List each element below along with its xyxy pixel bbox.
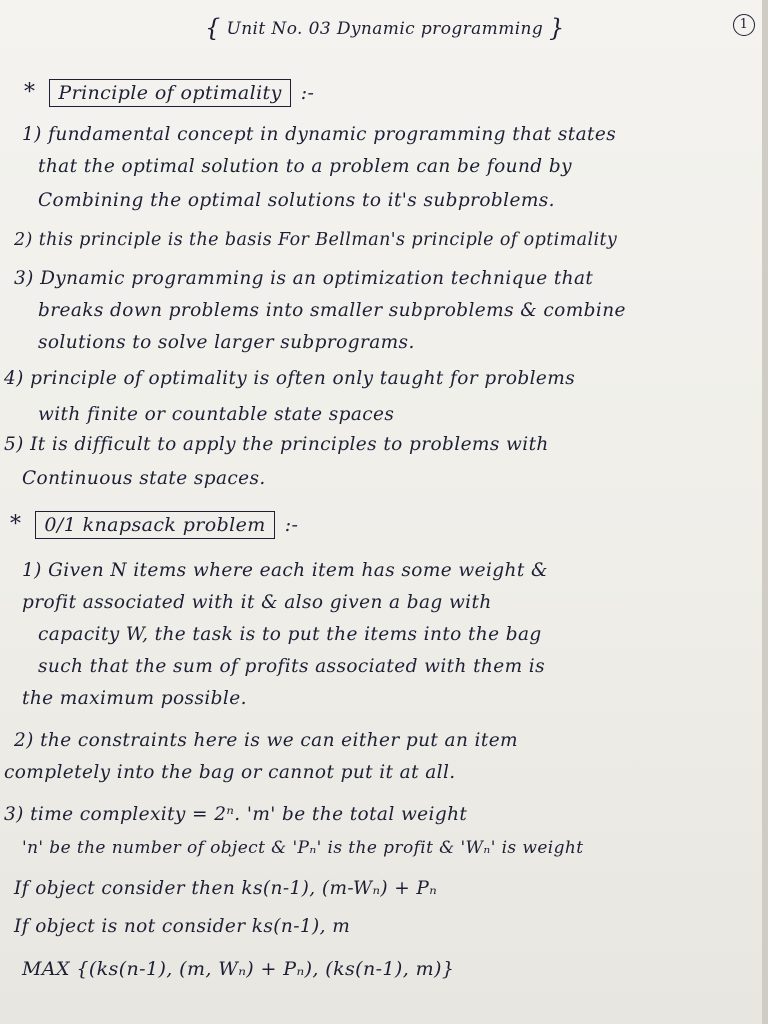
- heading-suffix: :-: [300, 82, 315, 104]
- text-line: Combining the optimal solutions to it's subproblems.: [38, 190, 555, 211]
- text-line: capacity W, the task is to put the items into the bag: [38, 624, 542, 645]
- text-line: 2) the constraints here is we can either put an item: [14, 730, 519, 751]
- text-line: breaks down problems into smaller subproblems & combine: [38, 300, 626, 321]
- text-line: the maximum possible.: [22, 688, 247, 709]
- page-edge-shadow: [762, 0, 768, 1024]
- text-line: that the optimal solution to a problem can be found by: [38, 156, 572, 177]
- header-open-brace: {: [205, 14, 221, 42]
- text-line: 3) Dynamic programming is an optimization technique that: [14, 268, 594, 289]
- heading-box: 0/1 knapsack problem: [35, 511, 274, 539]
- text-line: 1) Given N items where each item has some weight &: [22, 560, 548, 581]
- section-heading-principle: [24, 80, 314, 105]
- text-line: completely into the bag or cannot put it at all.: [4, 762, 456, 783]
- page-number: 1: [733, 14, 755, 36]
- text-line: profit associated with it & also given a bag with: [22, 592, 492, 613]
- text-line: with finite or countable state spaces: [38, 404, 395, 425]
- text-line: 4) principle of optimality is often only taught for problems: [4, 368, 576, 389]
- text-line: 5) It is difficult to apply the principles to problems with: [4, 434, 549, 455]
- heading-box: Principle of optimality: [49, 79, 290, 107]
- text-line: 'n' be the number of object & 'Pₙ' is the profit & 'Wₙ' is weight: [22, 838, 584, 858]
- text-line: If object is not consider ks(n-1), m: [14, 916, 351, 937]
- bullet-star: *: [24, 80, 36, 105]
- page-title: Unit No. 03 Dynamic programming: [226, 19, 544, 39]
- text-line: If object consider then ks(n-1), (m-Wₙ) + Pₙ: [14, 878, 438, 899]
- text-line: MAX {(ks(n-1), (m, Wₙ) + Pₙ), (ks(n-1), m)}: [22, 958, 455, 980]
- text-line: such that the sum of profits associated with them is: [38, 656, 546, 677]
- text-line: solutions to solve larger subprograms.: [38, 332, 415, 353]
- text-line: 2) this principle is the basis For Bellman's principle of optimality: [14, 230, 618, 250]
- section-heading-knapsack: [10, 512, 298, 537]
- header-close-brace: }: [549, 14, 565, 42]
- page-header: [205, 14, 565, 42]
- text-line: Continuous state spaces.: [22, 468, 266, 489]
- bullet-star: *: [10, 512, 22, 537]
- text-line: 1) fundamental concept in dynamic programming that states: [22, 124, 617, 145]
- text-line: 3) time complexity = 2ⁿ. 'm' be the total weight: [4, 804, 468, 825]
- heading-suffix: :-: [284, 514, 299, 536]
